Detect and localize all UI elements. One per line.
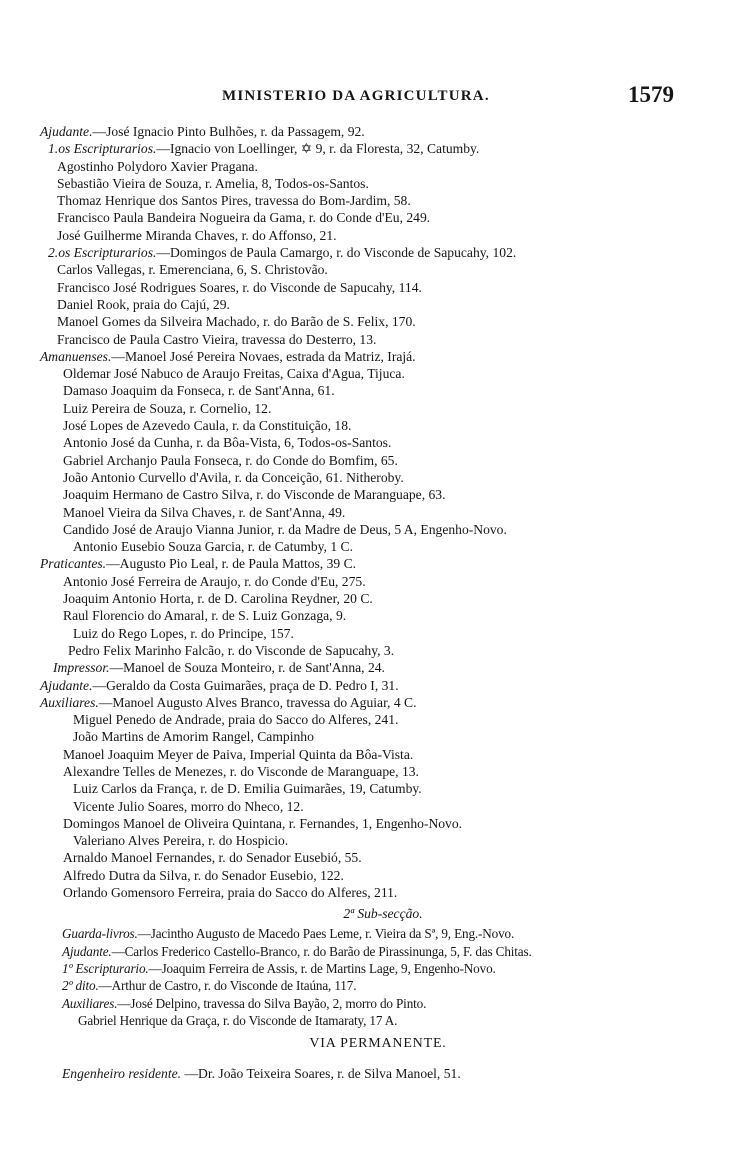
entry-role: Guarda-livros.	[62, 926, 138, 942]
entry-role: 2º dito.	[62, 978, 99, 994]
directory-entry	[0, 677, 746, 694]
directory-entry	[0, 590, 746, 607]
entry-text: —Manoel Augusto Alves Branco, travessa do Aguiar, 4 C.	[98, 694, 417, 710]
directory-entry	[0, 925, 746, 942]
entry-role: Auxiliares.	[62, 995, 118, 1011]
entry-text: —José Delpino, travessa do Silva Bayão, 2, morro do Pinto.	[117, 995, 427, 1011]
entry-text: Gabriel Henrique da Graça, r. do Visconde de Itamaraty, 17 A.	[78, 1012, 398, 1028]
directory-entry	[0, 279, 746, 296]
entry-text: Agostinho Polydoro Xavier Pragana.	[57, 158, 258, 174]
entry-text: Domingos Manoel de Oliveira Quintana, r. Fernandes, 1, Engenho-Novo.	[63, 815, 463, 831]
entry-text: Joaquim Antonio Horta, r. de D. Carolina Reydner, 20 C.	[63, 591, 373, 607]
directory-entry	[0, 365, 746, 382]
directory-entry	[0, 521, 746, 538]
entry-text: —Ignacio von Loellinger, ✡ 9, r. da Floresta, 32, Catumby.	[156, 141, 480, 157]
entry-text: —José Ignacio Pinto Bulhões, r. da Passagem, 92.	[92, 124, 365, 139]
entry-role: Ajudante.	[62, 943, 112, 959]
entry-text: Sebastião Vieira de Souza, r. Amelia, 8, Todos-os-Santos.	[57, 175, 369, 191]
entry-text: Manoel Joaquim Meyer de Paiva, Imperial Quinta da Bôa-Vista.	[63, 746, 414, 762]
entry-text: Damaso Joaquim da Fonseca, r. de Sant'Anna, 61.	[63, 383, 335, 399]
entry-text: Alexandre Telles de Menezes, r. do Visconde de Maranguape, 13.	[63, 763, 419, 779]
entry-text: José Lopes de Azevedo Caula, r. da Constituição, 18.	[63, 418, 352, 434]
directory-entry	[0, 209, 746, 226]
directory-entry	[0, 763, 746, 780]
directory-entry	[0, 158, 746, 175]
entry-text: Manoel Vieira da Silva Chaves, r. de Sant'Anna, 49.	[63, 504, 346, 520]
entry-role: 2.os Escripturarios.	[48, 245, 157, 261]
directory-body	[0, 123, 746, 1082]
section-2-list	[0, 925, 746, 1029]
entry-text: Luiz do Rego Lopes, r. do Principe, 157.	[73, 625, 294, 641]
entry-text: Luiz Carlos da França, r. de D. Emilia Guimarães, 19, Catumby.	[73, 781, 422, 797]
entry-text: Alfredo Dutra da Silva, r. do Senador Eusebio, 122.	[63, 867, 344, 883]
entry-role: Engenheiro residente.	[62, 1066, 182, 1082]
subsection-heading: 2ª Sub-secção.	[343, 906, 423, 922]
directory-entry	[0, 313, 746, 330]
directory-entry	[0, 538, 746, 555]
entry-text: Raul Florencio do Amaral, r. de S. Luiz Gonzaga, 9.	[63, 608, 347, 624]
entry-text: —Manoel José Pereira Novaes, estrada da Matriz, Irajá.	[111, 348, 416, 364]
directory-entry	[0, 1065, 746, 1082]
directory-entry	[0, 504, 746, 521]
entry-text: Valeriano Alves Pereira, r. do Hospicio.	[73, 833, 289, 849]
directory-entry	[0, 711, 746, 728]
directory-entry	[0, 659, 746, 676]
entry-text: —Carlos Frederico Castello-Branco, r. do Barão de Pirassinunga, 5, F. das Chitas.	[111, 943, 532, 959]
directory-entry	[0, 469, 746, 486]
directory-entry	[0, 417, 746, 434]
directory-entry	[0, 400, 746, 417]
entry-text: —Geraldo da Costa Guimarães, praça de D. Pedro I, 31.	[92, 677, 399, 693]
entry-text: Arnaldo Manoel Fernandes, r. do Senador Eusebió, 55.	[63, 850, 362, 866]
entry-text: Pedro Felix Marinho Falcão, r. do Visconde de Sapucahy, 3.	[68, 642, 395, 658]
directory-entry	[0, 123, 746, 140]
entry-text: Joaquim Hermano de Castro Silva, r. do Visconde de Maranguape, 63.	[63, 487, 446, 503]
entry-text: Orlando Gomensoro Ferreira, praia do Sacco do Alferes, 211.	[63, 885, 398, 901]
directory-entry	[0, 642, 746, 659]
directory-entry	[0, 296, 746, 313]
section-1-list	[0, 123, 746, 901]
directory-entry	[0, 728, 746, 745]
entry-text: Daniel Rook, praia do Cajú, 29.	[57, 296, 230, 312]
directory-entry	[0, 573, 746, 590]
entry-role: Ajudante.	[40, 124, 93, 139]
directory-entry	[0, 815, 746, 832]
entry-text: —Augusto Pio Leal, r. de Paula Mattos, 39 C.	[106, 556, 357, 572]
entry-text: Luiz Pereira de Souza, r. Cornelio, 12.	[63, 400, 272, 416]
directory-entry	[0, 746, 746, 763]
directory-entry	[0, 244, 746, 261]
directory-entry	[0, 261, 746, 278]
directory-entry	[0, 434, 746, 451]
entry-text: Antonio José da Cunha, r. da Bôa-Vista, 6, Todos-os-Santos.	[63, 435, 392, 451]
directory-entry	[0, 1012, 746, 1029]
directory-entry	[0, 192, 746, 209]
directory-entry	[0, 452, 746, 469]
directory-entry	[0, 780, 746, 797]
directory-entry	[0, 977, 746, 994]
entry-role: Ajudante.	[40, 677, 93, 693]
entry-text: Francisco José Rodrigues Soares, r. do Visconde de Sapucahy, 114.	[57, 279, 422, 295]
entry-text: Thomaz Henrique dos Santos Pires, travessa do Bom-Jardim, 58.	[57, 193, 411, 209]
directory-entry	[0, 348, 746, 365]
entry-text: Carlos Vallegas, r. Emerenciana, 6, S. Christovão.	[57, 262, 328, 278]
directory-entry	[0, 625, 746, 642]
running-title: MINISTERIO DA AGRICULTURA.	[222, 88, 490, 104]
directory-entry	[0, 227, 746, 244]
directory-entry	[0, 555, 746, 572]
directory-entry	[0, 960, 746, 977]
entry-role: Amanuenses.	[40, 348, 112, 364]
directory-entry	[0, 486, 746, 503]
directory-entry	[0, 607, 746, 624]
entry-text: Oldemar José Nabuco de Araujo Freitas, Caixa d'Agua, Tijuca.	[63, 366, 405, 382]
entry-text: Antonio Eusebio Souza Garcia, r. de Catumby, 1 C.	[73, 539, 354, 555]
entry-text: João Antonio Curvello d'Avila, r. da Conceição, 61. Nitheroby.	[63, 469, 404, 485]
entry-text: —Joaquim Ferreira de Assis, r. de Martins Lage, 9, Engenho-Novo.	[148, 960, 496, 976]
entry-text: Francisco de Paula Castro Vieira, travessa do Desterro, 13.	[57, 331, 377, 347]
directory-entry	[0, 849, 746, 866]
entry-text: Candido José de Araujo Vianna Junior, r. da Madre de Deus, 5 A, Engenho-Novo.	[63, 521, 507, 537]
directory-entry	[0, 331, 746, 348]
section-3-list	[0, 1065, 746, 1082]
entry-role: Praticantes.	[40, 556, 107, 572]
directory-entry	[0, 943, 746, 960]
entry-text: Manoel Gomes da Silveira Machado, r. do Barão de S. Felix, 170.	[57, 314, 416, 330]
directory-entry	[0, 140, 746, 157]
section-title-via-permanente: VIA PERMANENTE.	[309, 1036, 447, 1052]
entry-role: Impressor.	[53, 660, 110, 676]
page-header	[0, 84, 746, 114]
directory-entry	[0, 798, 746, 815]
entry-role: 1º Escripturario.	[62, 960, 149, 976]
page-number: 1579	[628, 82, 674, 107]
entry-text: Gabriel Archanjo Paula Fonseca, r. do Conde do Bomfim, 65.	[63, 452, 398, 468]
entry-text: —Domingos de Paula Camargo, r. do Visconde de Sapucahy, 102.	[156, 245, 517, 261]
entry-text: João Martins de Amorim Rangel, Campinho	[73, 729, 314, 745]
entry-text: José Guilherme Miranda Chaves, r. do Affonso, 21.	[57, 227, 337, 243]
directory-entry	[0, 382, 746, 399]
directory-entry	[0, 867, 746, 884]
entry-text: Francisco Paula Bandeira Nogueira da Gama, r. do Conde d'Eu, 249.	[57, 210, 431, 226]
entry-text: Vicente Julio Soares, morro do Nheco, 12.	[73, 798, 304, 814]
directory-entry	[0, 832, 746, 849]
entry-text: —Dr. João Teixeira Soares, r. de Silva Manoel, 51.	[181, 1066, 461, 1082]
directory-entry	[0, 884, 746, 901]
directory-entry	[0, 995, 746, 1012]
entry-text: —Jacintho Augusto de Macedo Paes Leme, r. Vieira da Sª, 9, Eng.-Novo.	[137, 926, 515, 942]
entry-text: Miguel Penedo de Andrade, praia do Sacco do Alferes, 241.	[73, 712, 399, 728]
entry-role: 1.os Escripturarios.	[48, 141, 157, 157]
directory-entry	[0, 175, 746, 192]
directory-entry	[0, 694, 746, 711]
entry-text: —Arthur de Castro, r. do Visconde de Itaúna, 117.	[98, 978, 357, 994]
entry-text: —Manoel de Souza Monteiro, r. de Sant'Anna, 24.	[109, 660, 385, 676]
entry-text: Antonio José Ferreira de Araujo, r. do Conde d'Eu, 275.	[63, 573, 366, 589]
entry-role: Auxiliares.	[40, 694, 99, 710]
